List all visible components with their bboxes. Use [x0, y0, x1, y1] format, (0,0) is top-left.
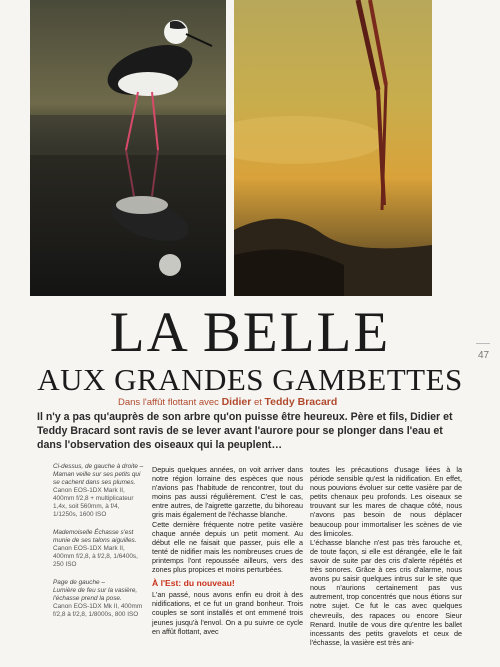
body-paragraph: Depuis quelques années, on voit arriver dans notre région lorraine des espèces que nous n'avions pas l'habitude de rencontrer, tout du moins pas aussi régulièrement. C'est le cas, entre autres, de l'aigrette garzette, du bihoreau gris mais également de l'échasse blanche. [152, 465, 303, 520]
title-line-1: LA BELLE [109, 301, 391, 364]
byline-author-2: Teddy Bracard [264, 396, 338, 408]
caption [53, 463, 145, 519]
stilt-legs-photo [234, 0, 432, 296]
caption-head: Page de gauche – [53, 579, 105, 586]
body-paragraph: L'an passé, nous avons enfin eu droit à des nidifications, et ce fut un grand bonheur. Trois couples se sont installés et ont emmené trois jeunes jusqu'à l'envol. On a pu suivre ce cycle en affût flottant, avec [152, 590, 303, 636]
body-column-2 [152, 465, 303, 636]
byline-prefix: Dans l'affût flottant avec [118, 397, 219, 408]
caption-text: Mademoiselle Échasse s'est munie de ses talons aiguilles. [53, 529, 137, 544]
section-subheading: À l'Est: du nouveau! [152, 578, 235, 589]
body-paragraph: L'échasse blanche n'est pas très farouche et, de toute façon, si elle est dérangée, elle le fait savoir de suite par des cris d'alerte répétés et très sonores. Grâce à ces cris d'alarme, nous avons pu saisir quelques intrus sur le site que nous n'aurions certainement pas vus autrement, trop concentrés que nous étions sur notre sujet. Ce fut le cas avec quelques chevreuils, des rapaces ou encore Sieur Renard. Inutile de vous dire qu'entre les ballet incessants des petits gravelots et ceux de l'échasse, la vasière est très ani- [310, 537, 462, 647]
caption [53, 579, 145, 619]
body-column-3 [310, 465, 462, 647]
body-paragraph: toutes les précautions d'usage liées à la période sensible qu'est la nidification. En effet, nous pouvions évoluer sur cette vasière par de petits chenaux peu profonds. Les oiseaux se trouvant sur les mares de chaque côté, nous n'avons pas besoin de nous déplacer beaucoup pour immortaliser les scènes de vie des limicoles. [310, 465, 462, 538]
body-paragraph: Cette dernière fréquente notre petite vasière chaque année depuis un petit moment. Au début elle ne faisait que passer, puis elle a tenté de nidifier mais les nombreuses crues de printemps l'ont repoussée ailleurs, vers des zones plus propices et moins perturbées. [152, 519, 303, 575]
caption-tech: Canon EOS-1DX Mark II, 400mm f/2,8 + multiplicateur 1,4x, soit 560mm, à f/4, 1/1250s, 1600 ISO [53, 487, 134, 518]
caption-text: Maman veille sur ses petits qui se cachent dans ses plumes. [53, 471, 141, 486]
caption [53, 529, 145, 569]
caption-tech: Canon EOS-1DX Mk II, 400mm f/2,8 à f/2,8, 1/8000s, 800 ISO [53, 603, 143, 618]
caption-text: Lumière de feu sur la vasière, l'échasse prend la pose. [53, 587, 138, 602]
byline [118, 396, 337, 408]
stilt-reflection-photo [30, 0, 226, 296]
intro-paragraph: Il n'y a pas qu'auprès de son arbre qu'on puisse être heureux. Père et fils, Didier et Teddy Bracard sont ravis de se lever avant l'aurore pour se plonger dans l'eau et dans l'observation des oiseaux qui la peuplent… [37, 411, 453, 451]
caption-head: Ci-dessus, de gauche à droite – [53, 463, 144, 470]
title-line-2: AUX GRANDES GAMBETTES [37, 362, 463, 397]
byline-connector: et [253, 397, 262, 408]
page-number-rule [476, 343, 490, 344]
caption-tech: Canon EOS-1DX Mark II, 400mm f/2,8, à f/2,8, 1/6400s, 250 ISO [53, 545, 138, 568]
photo-captions [53, 463, 145, 629]
byline-author-1: Didier [221, 396, 252, 408]
page-number: 47 [478, 350, 490, 361]
